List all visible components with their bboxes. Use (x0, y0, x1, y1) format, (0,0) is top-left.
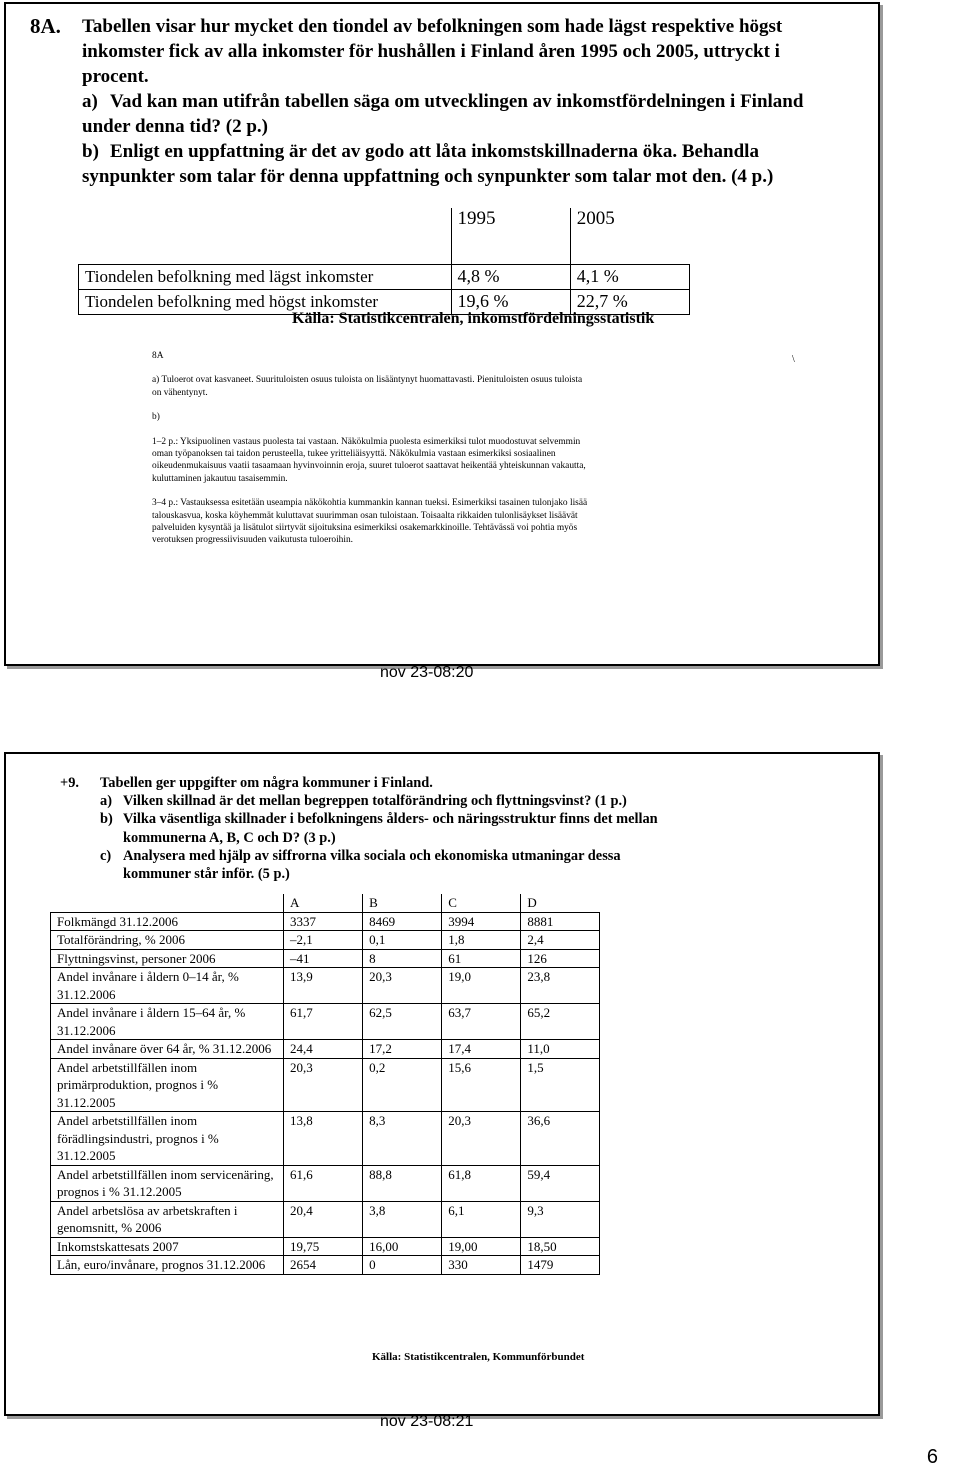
table-cell: 1,8 (442, 931, 521, 950)
row-label-cell: Inkomstskattesats 2007 (51, 1237, 284, 1256)
table-row (51, 949, 600, 968)
table-header-cell: D (521, 894, 600, 912)
table-cell: 17,2 (363, 1040, 442, 1059)
sub-a-line-1: Vad kan man utifrån tabellen säga om utvecklingen av inkomstfördelningen i Finland (110, 91, 804, 112)
table-header-cell: 2005 (570, 208, 689, 264)
row-label-cell: Andel invånare i åldern 0–14 år, % 31.12.2006 (51, 968, 284, 1004)
table-cell: 0,2 (363, 1058, 442, 1112)
table-cell: 24,4 (283, 1040, 362, 1059)
table-header-cell: B (363, 894, 442, 912)
table-cell: Tiondelen befolkning med högst inkomster (79, 289, 452, 314)
page-number: 6 (926, 1446, 938, 1468)
table-cell: 3994 (442, 912, 521, 931)
sub-a-label: a) (82, 91, 98, 112)
table-cell: –2,1 (283, 931, 362, 950)
sub-c-line-2: kommuner står inför. (5 p.) (123, 866, 290, 883)
sub-b-label: b) (82, 141, 99, 162)
table-header-cell: A (283, 894, 362, 912)
table-cell: Tiondelen befolkning med lägst inkomster (79, 264, 452, 289)
question-number: +9. (60, 775, 79, 791)
row-label-cell: Andel invånare i åldern 15–64 år, % 31.12.2006 (51, 1004, 284, 1040)
table-cell: 4,8 % (451, 264, 570, 289)
table-cell: 61,6 (283, 1165, 362, 1201)
table-cell: 61 (442, 949, 521, 968)
table-header-cell: 1995 (451, 208, 570, 264)
timestamp-caption-1: nov 23-08:20 (380, 664, 474, 681)
table-row (51, 1040, 600, 1059)
row-label-cell: Andel arbetstillfällen inom servicenäring, prognos i % 31.12.2005 (51, 1165, 284, 1201)
table-cell: 63,7 (442, 1004, 521, 1040)
table-cell: 13,8 (283, 1112, 362, 1166)
table-cell: 3337 (283, 912, 362, 931)
slide-2 (4, 752, 880, 1416)
row-label-cell: Andel arbetstillfällen inom förädlingsindustri, prognos i % 31.12.2005 (51, 1112, 284, 1166)
table-cell: 61,8 (442, 1165, 521, 1201)
table-row (51, 1058, 600, 1112)
row-label-cell: Totalförändring, % 2006 (51, 931, 284, 950)
table-cell: 15,6 (442, 1058, 521, 1112)
timestamp-caption-2: nov 23-08:21 (380, 1413, 474, 1430)
answer-a: a) Tuloerot ovat kasvaneet. Suurituloisten osuus tuloista on lisääntynyt huomattavasti. Pienituloisten osuus tuloista on vähentynyt. (152, 375, 583, 398)
row-label-cell: Andel arbetslösa av arbetskraften i genomsnitt, % 2006 (51, 1201, 284, 1237)
table-cell: 2654 (283, 1256, 362, 1275)
row-label-cell: Flyttningsvinst, personer 2006 (51, 949, 284, 968)
table-cell: 1,5 (521, 1058, 600, 1112)
table-source: Källa: Statistikcentralen, Kommunförbundet (372, 1351, 585, 1363)
answer-text (152, 350, 592, 547)
table-cell: 8881 (521, 912, 600, 931)
table-row (51, 1201, 600, 1237)
table-cell: –41 (283, 949, 362, 968)
table-cell: 61,7 (283, 1004, 362, 1040)
table-cell: 13,9 (283, 968, 362, 1004)
slide-1 (4, 2, 880, 666)
table-cell: 4,1 % (570, 264, 689, 289)
table-cell: 19,0 (442, 968, 521, 1004)
table-row (51, 1256, 600, 1275)
row-label-cell: Lån, euro/invånare, prognos 31.12.2006 (51, 1256, 284, 1275)
sub-c-label: c) (100, 847, 112, 864)
stray-mark: \ (792, 354, 795, 365)
table-cell: 22,7 % (570, 289, 689, 314)
table-row (51, 1237, 600, 1256)
table-header-cell: C (442, 894, 521, 912)
table-cell: 17,4 (442, 1040, 521, 1059)
sub-b-line-2: synpunkter som talar för denna uppfattning och synpunkter som talar mot den. (4 p.) (82, 166, 774, 187)
table-cell: 16,00 (363, 1237, 442, 1256)
table-row (51, 1165, 600, 1201)
question-8a (30, 14, 860, 189)
table-cell: 20,3 (442, 1112, 521, 1166)
answer-b-part-1: 1–2 p.: Yksipuolinen vastaus puolesta tai vastaan. Näkökulmia puolesta esimerkiksi tulot muodostuvat selvemmin oman työpanoksen tai taidon perusteella, tukee yritteliäisyyttä. Näkökulmia vastaan esimerkiksi sosiaalinen oikeudenmukaisuus vaatii tasaamaan hyvinvoinnin eroja, suuret tuloerot saattavat heikentää yhteiskunnan vakautta, kuluttaminen jakautuu tasaisemmin. (152, 436, 586, 484)
table-row (51, 931, 600, 950)
table-cell: 19,00 (442, 1237, 521, 1256)
table-header-row (79, 208, 690, 264)
table-header-cell (51, 894, 284, 912)
question-number: 8A. (30, 14, 61, 38)
answer-b-part-2: 3–4 p.: Vastauksessa esitetään useampia näkökohtia kummankin kannan tueksi. Esimerkiksi tasainen tulonjako lisää talouskasvua, koska köyhemmät kuluttavat suurimman osan tuloistaan. Toisaalta rikkaiden tulonlisäykset lisäävät palveluiden kysyntää ja lisätulot siirtyvät sijoituksina esimerkiksi osakemarkkinoille. Tehtävässä voi pohtia myös verotuksen progressiivisuuden vaikutusta tuloeroihin. (152, 498, 588, 546)
question-9 (60, 774, 658, 883)
table-cell: 59,4 (521, 1165, 600, 1201)
table-row (51, 968, 600, 1004)
row-label-cell: Folkmängd 31.12.2006 (51, 912, 284, 931)
table-cell: 18,50 (521, 1237, 600, 1256)
table-cell: 1479 (521, 1256, 600, 1275)
table-cell: 20,4 (283, 1201, 362, 1237)
question-intro: Tabellen ger uppgifter om några kommuner i Finland. (100, 775, 433, 791)
table-cell: 65,2 (521, 1004, 600, 1040)
sub-b-label: b) (100, 811, 113, 828)
table-row (51, 1112, 600, 1166)
table-cell: 330 (442, 1256, 521, 1275)
question-intro-line-1: Tabellen visar hur mycket den tiondel av befolkningen som hade lägst respektive högst (82, 16, 783, 37)
table-cell: 9,3 (521, 1201, 600, 1237)
answer-b-label: b) (152, 412, 160, 423)
table-cell: 62,5 (363, 1004, 442, 1040)
table-cell: 23,8 (521, 968, 600, 1004)
table-cell: 8 (363, 949, 442, 968)
sub-a-line-2: under denna tid? (2 p.) (82, 116, 269, 137)
table-row (51, 1004, 600, 1040)
question-intro-line-3: procent. (82, 66, 149, 87)
answer-heading: 8A (152, 351, 164, 361)
table-source: Källa: Statistikcentralen, inkomstfördelningsstatistik (292, 310, 655, 327)
table-cell: 19,75 (283, 1237, 362, 1256)
sub-b-line-1: Enligt en uppfattning är det av godo att låta inkomstskillnaderna öka. Behandla (110, 141, 759, 162)
table-cell: 0 (363, 1256, 442, 1275)
table-cell: 88,8 (363, 1165, 442, 1201)
question-intro-line-2: inkomster fick av alla inkomster för hushållen i Finland åren 1995 och 2005, uttryckt i (82, 41, 780, 62)
sub-c-line-1: Analysera med hjälp av siffrorna vilka sociala och ekonomiska utmaningar dessa (123, 847, 621, 864)
table-cell: 20,3 (363, 968, 442, 1004)
table-cell: 36,6 (521, 1112, 600, 1166)
table-cell: 11,0 (521, 1040, 600, 1059)
table-cell: 8,3 (363, 1112, 442, 1166)
row-label-cell: Andel arbetstillfällen inom primärproduktion, prognos i % 31.12.2005 (51, 1058, 284, 1112)
table-header-row (51, 894, 600, 912)
sub-a-line-1: Vilken skillnad är det mellan begreppen totalförändring och flyttningsvinst? (1 p.) (123, 793, 627, 810)
table-cell: 0,1 (363, 931, 442, 950)
sub-a-label: a) (100, 793, 112, 810)
municipality-table (50, 894, 600, 1275)
table-row (51, 912, 600, 931)
sub-b-line-2: kommunerna A, B, C och D? (3 p.) (123, 829, 336, 846)
municipality-table-body (51, 912, 600, 1274)
table-cell: 2,4 (521, 931, 600, 950)
table-cell: 6,1 (442, 1201, 521, 1237)
table-row (79, 264, 690, 289)
table-cell: 19,6 % (451, 289, 570, 314)
sub-b-line-1: Vilka väsentliga skillnader i befolkningens ålders- och näringsstruktur finns det mellan (123, 811, 658, 828)
income-table (78, 208, 690, 315)
row-label-cell: Andel invånare över 64 år, % 31.12.2006 (51, 1040, 284, 1059)
table-cell: 20,3 (283, 1058, 362, 1112)
table-cell: 3,8 (363, 1201, 442, 1237)
table-cell: 8469 (363, 912, 442, 931)
table-cell: 126 (521, 949, 600, 968)
table-header-cell (79, 208, 452, 264)
